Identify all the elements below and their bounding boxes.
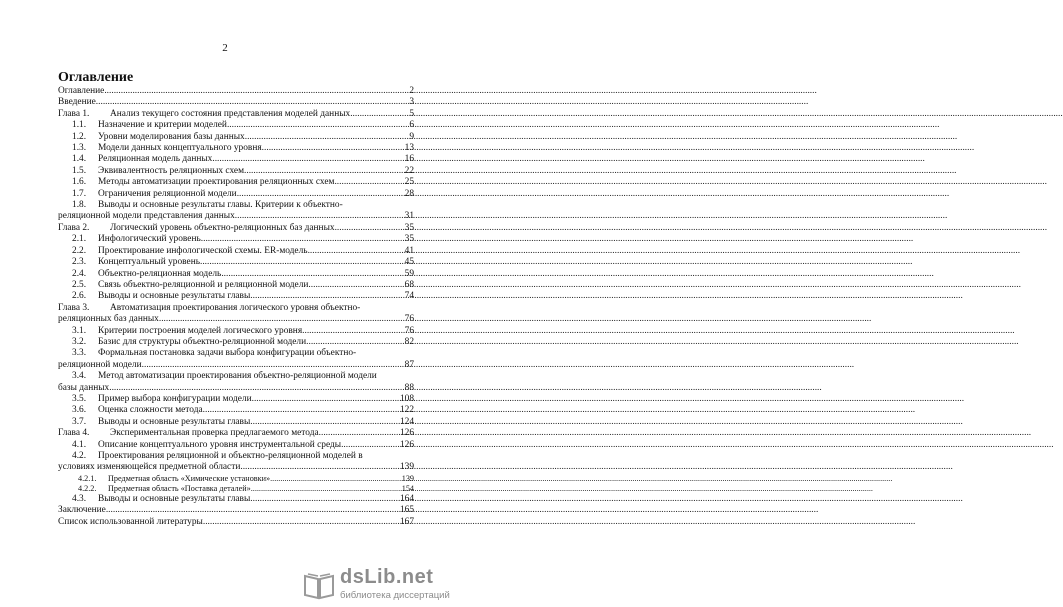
toc-entry: [58, 451, 414, 474]
toc-entry: [58, 166, 414, 177]
toc-entry-number: Глава 3.: [58, 302, 90, 313]
toc-entry: [58, 348, 414, 371]
dot-leader: [252, 394, 399, 405]
toc-entry: [58, 86, 414, 97]
dot-leader: [106, 505, 399, 516]
toc-entry: [58, 505, 414, 516]
toc-entry-number: 3.1.: [72, 325, 87, 336]
toc-entry-title: Предметная область «Химические установки»: [108, 473, 271, 483]
toc-entry-page: 88: [404, 382, 414, 393]
toc-entry-number: Глава 2.: [58, 222, 90, 233]
toc-entry: [58, 200, 414, 223]
toc-entry-title: Описание концептуального уровня инструментальной среды: [98, 439, 342, 450]
dot-leader: [270, 474, 401, 484]
dot-leader: [201, 234, 404, 245]
toc-entry: [58, 337, 414, 348]
toc-entry: [58, 280, 414, 291]
toc-entry-continuation: реляционных баз данных: [58, 314, 159, 325]
toc-entry-number: 4.3.: [72, 493, 87, 504]
toc-entry-page: 9: [409, 131, 414, 142]
toc-entry-number: 2.3.: [72, 257, 87, 268]
toc-entry-title: Выводы и основные результаты главы: [98, 493, 251, 504]
toc-entry-continuation: реляционной модели представления данных: [58, 211, 235, 222]
toc-entry-page: 165: [399, 505, 414, 516]
toc-entry-title: Критерии построения моделей логического уровня: [98, 325, 303, 336]
toc-entry: [58, 371, 414, 394]
dot-leader: [302, 326, 403, 337]
dot-leader: [308, 246, 404, 257]
toc-entry-number: 1.7.: [72, 188, 87, 199]
dot-leader: [96, 97, 409, 108]
toc-entry: [58, 394, 414, 405]
toc-entry: [58, 269, 414, 280]
dot-leader: [212, 154, 403, 165]
toc-entry-page: 16: [404, 154, 414, 165]
dot-leader: [240, 462, 399, 473]
toc-entry-title: Концептуальный уровень: [98, 257, 200, 268]
toc-entry-page: 154: [401, 483, 414, 493]
dot-leader: [159, 314, 404, 325]
toc-entry-number: 4.2.1.: [78, 473, 97, 483]
toc-entry-title: Анализ текущего состояния представления моделей данных: [110, 108, 351, 119]
toc-entry-page: 126: [399, 439, 414, 450]
toc-entry-number: 2.1.: [72, 234, 87, 245]
toc-entry-title: Связь объектно-реляционной и реляционной модели: [98, 279, 309, 290]
toc-entry: [58, 154, 414, 165]
toc-entry-page: 59: [404, 268, 414, 279]
toc-entry-page: 68: [404, 279, 414, 290]
toc-entry-number: 4.2.: [72, 451, 87, 461]
toc-entry: [58, 517, 414, 528]
dot-leader: [235, 211, 404, 222]
table-of-contents: [58, 86, 414, 528]
dot-leader: [244, 166, 404, 177]
toc-entry-title: Логический уровень объектно-реляционных баз данных: [110, 222, 335, 233]
dot-leader: [335, 223, 404, 234]
toc-entry-page: 22: [404, 165, 414, 176]
toc-entry: [58, 246, 414, 257]
toc-entry-page: 76: [404, 325, 414, 336]
toc-entry-number: 3.4.: [72, 371, 87, 382]
dot-leader: [262, 143, 404, 154]
toc-entry-number: 3.2.: [72, 336, 87, 347]
toc-entry-number: 2.6.: [72, 291, 87, 302]
watermark-name: dsLib.net: [340, 566, 434, 588]
toc-entry-number: 3.5.: [72, 393, 87, 404]
toc-entry-page: 164: [399, 493, 414, 504]
toc-entry-continuation: реляционной модели: [58, 359, 142, 370]
toc-entry-number: 1.3.: [72, 143, 87, 154]
toc-entry-page: 45: [404, 257, 414, 268]
toc-entry: [58, 223, 414, 234]
toc-entry-page: 167: [399, 516, 414, 527]
dot-leader: [251, 484, 401, 494]
toc-entry-page: 5: [409, 108, 414, 119]
dot-leader: [142, 360, 404, 371]
toc-entry-page: 2: [409, 86, 414, 96]
toc-entry-title: Методы автоматизации проектирования реляционных схем: [98, 177, 335, 188]
toc-entry-number: 1.6.: [72, 177, 87, 188]
dot-leader: [245, 132, 409, 143]
book-icon: [302, 570, 336, 600]
toc-entry-page: 74: [404, 291, 414, 302]
toc-entry: [58, 257, 414, 268]
toc-entry: [58, 234, 414, 245]
toc-entry-page: 87: [404, 359, 414, 370]
dot-leader: [250, 417, 399, 428]
dot-leader: [200, 257, 404, 268]
toc-entry: [58, 440, 414, 451]
toc-entry-number: 2.5.: [72, 279, 87, 290]
watermark-subtitle: библиотека диссертаций: [340, 590, 450, 601]
toc-entry: [58, 405, 414, 416]
toc-entry-title: Ограничения реляционной модели: [98, 188, 237, 199]
toc-entry: [58, 303, 414, 326]
toc-entry: [58, 109, 414, 120]
toc-entry-page: 76: [404, 314, 414, 325]
toc-entry-continuation: базы данных: [58, 382, 110, 393]
toc-entry-number: 1.8.: [72, 200, 87, 211]
toc-entry-title: Назначение и критерии моделей: [98, 120, 227, 131]
toc-entry: [58, 132, 414, 143]
toc-entry-number: 3.7.: [72, 416, 87, 427]
toc-entry-title: Пример выбора конфигурации модели: [98, 393, 252, 404]
toc-entry-title: Базис для структуры объектно-реляционной модели: [98, 336, 307, 347]
toc-entry-number: 1.1.: [72, 120, 87, 131]
dot-leader: [109, 383, 403, 394]
toc-title: Оглавление: [58, 70, 134, 85]
toc-entry-page: 25: [404, 177, 414, 188]
toc-entry-page: 108: [399, 393, 414, 404]
toc-entry-page: 28: [404, 188, 414, 199]
toc-entry-number: 4.2.2.: [78, 483, 97, 493]
toc-entry: [58, 417, 414, 428]
toc-entry: [58, 189, 414, 200]
page-number: 2: [222, 42, 228, 54]
toc-entry-number: 1.2.: [72, 131, 87, 142]
toc-entry: [58, 143, 414, 154]
dot-leader: [250, 291, 403, 302]
toc-entry-title: Модели данных концептуального уровня: [98, 143, 262, 154]
toc-entry: [58, 494, 414, 505]
dot-leader: [250, 494, 399, 505]
dot-leader: [319, 428, 399, 439]
toc-entry-title: Экспериментальная проверка предлагаемого метода: [110, 428, 319, 439]
toc-entry-number: 1.4.: [72, 154, 87, 165]
dot-leader: [203, 517, 399, 528]
toc-entry-page: 35: [404, 222, 414, 233]
dot-leader: [221, 269, 403, 280]
toc-entry-number: Глава 4.: [58, 428, 90, 439]
toc-entry-title: Эквивалентность реляционных схем: [98, 165, 245, 176]
toc-entry-page: 35: [404, 234, 414, 245]
toc-entry-number: 2.2.: [72, 245, 87, 256]
toc-entry-title: Формальная постановка задачи выбора конфигурации объектно-: [98, 348, 357, 359]
dot-leader: [334, 177, 403, 188]
dot-leader: [306, 337, 403, 348]
toc-entry-number: 3.6.: [72, 405, 87, 416]
toc-entry-title: Оглавление: [58, 86, 105, 96]
toc-entry-title: Метод автоматизации проектирования объектно-реляционной модели: [98, 371, 377, 382]
dot-leader: [341, 440, 399, 451]
toc-entry-page: 139: [399, 462, 414, 473]
toc-entry-page: 41: [404, 245, 414, 256]
dot-leader: [350, 109, 408, 120]
toc-entry-title: Инфологический уровень: [98, 234, 201, 245]
watermark: [300, 564, 450, 607]
toc-entry-title: Оценка сложности метода: [98, 405, 203, 416]
toc-entry-page: 6: [409, 120, 414, 131]
toc-entry-page: 126: [399, 428, 414, 439]
toc-entry-title: Реляционная модель данных: [98, 154, 213, 165]
toc-entry-page: 124: [399, 416, 414, 427]
toc-entry-page: 122: [399, 405, 414, 416]
dot-leader: [237, 189, 404, 200]
toc-entry-title: Выводы и основные результаты главы: [98, 291, 251, 302]
toc-entry-title: Уровни моделирования базы данных: [98, 131, 245, 142]
toc-entry-title: Предметная область «Поставка деталей»: [108, 483, 251, 493]
toc-entry-page: 31: [404, 211, 414, 222]
dot-leader: [104, 86, 408, 97]
dot-leader: [227, 120, 408, 131]
toc-entry: [58, 291, 414, 302]
toc-entry-title: Выводы и основные результаты главы. Критерии к объектно-: [98, 200, 343, 211]
toc-entry-title: Автоматизация проектирования логического уровня объектно-: [110, 302, 361, 313]
toc-entry: [58, 97, 414, 108]
toc-entry-title: Заключение: [58, 505, 106, 516]
toc-entry-number: Глава 1.: [58, 108, 90, 119]
toc-entry-page: 3: [409, 97, 414, 108]
toc-entry-title: Проектирования реляционной и объектно-реляционной моделей в: [98, 451, 363, 461]
toc-entry-number: 3.3.: [72, 348, 87, 359]
toc-entry: [58, 120, 414, 131]
toc-entry-title: Введение: [58, 97, 96, 108]
toc-entry-number: 2.4.: [72, 268, 87, 279]
toc-entry: [58, 484, 414, 494]
toc-entry: [58, 428, 414, 439]
toc-entry-title: Список использованной литературы: [58, 516, 203, 527]
toc-entry: [58, 474, 414, 484]
toc-entry-title: Проектирование инфологической схемы. ER-модель: [98, 245, 308, 256]
toc-entry-number: 1.5.: [72, 165, 87, 176]
toc-entry-page: 82: [404, 336, 414, 347]
dot-leader: [203, 405, 399, 416]
toc-entry-page: 139: [401, 473, 414, 483]
toc-entry-title: Объектно-реляционная модель: [98, 268, 222, 279]
toc-entry: [58, 177, 414, 188]
dot-leader: [308, 280, 403, 291]
toc-entry-number: 4.1.: [72, 439, 87, 450]
toc-entry-title: Выводы и основные результаты главы: [98, 416, 251, 427]
toc-entry-page: 13: [404, 143, 414, 154]
toc-entry: [58, 326, 414, 337]
toc-entry-continuation: условиях изменяющейся предметной области: [58, 462, 241, 473]
